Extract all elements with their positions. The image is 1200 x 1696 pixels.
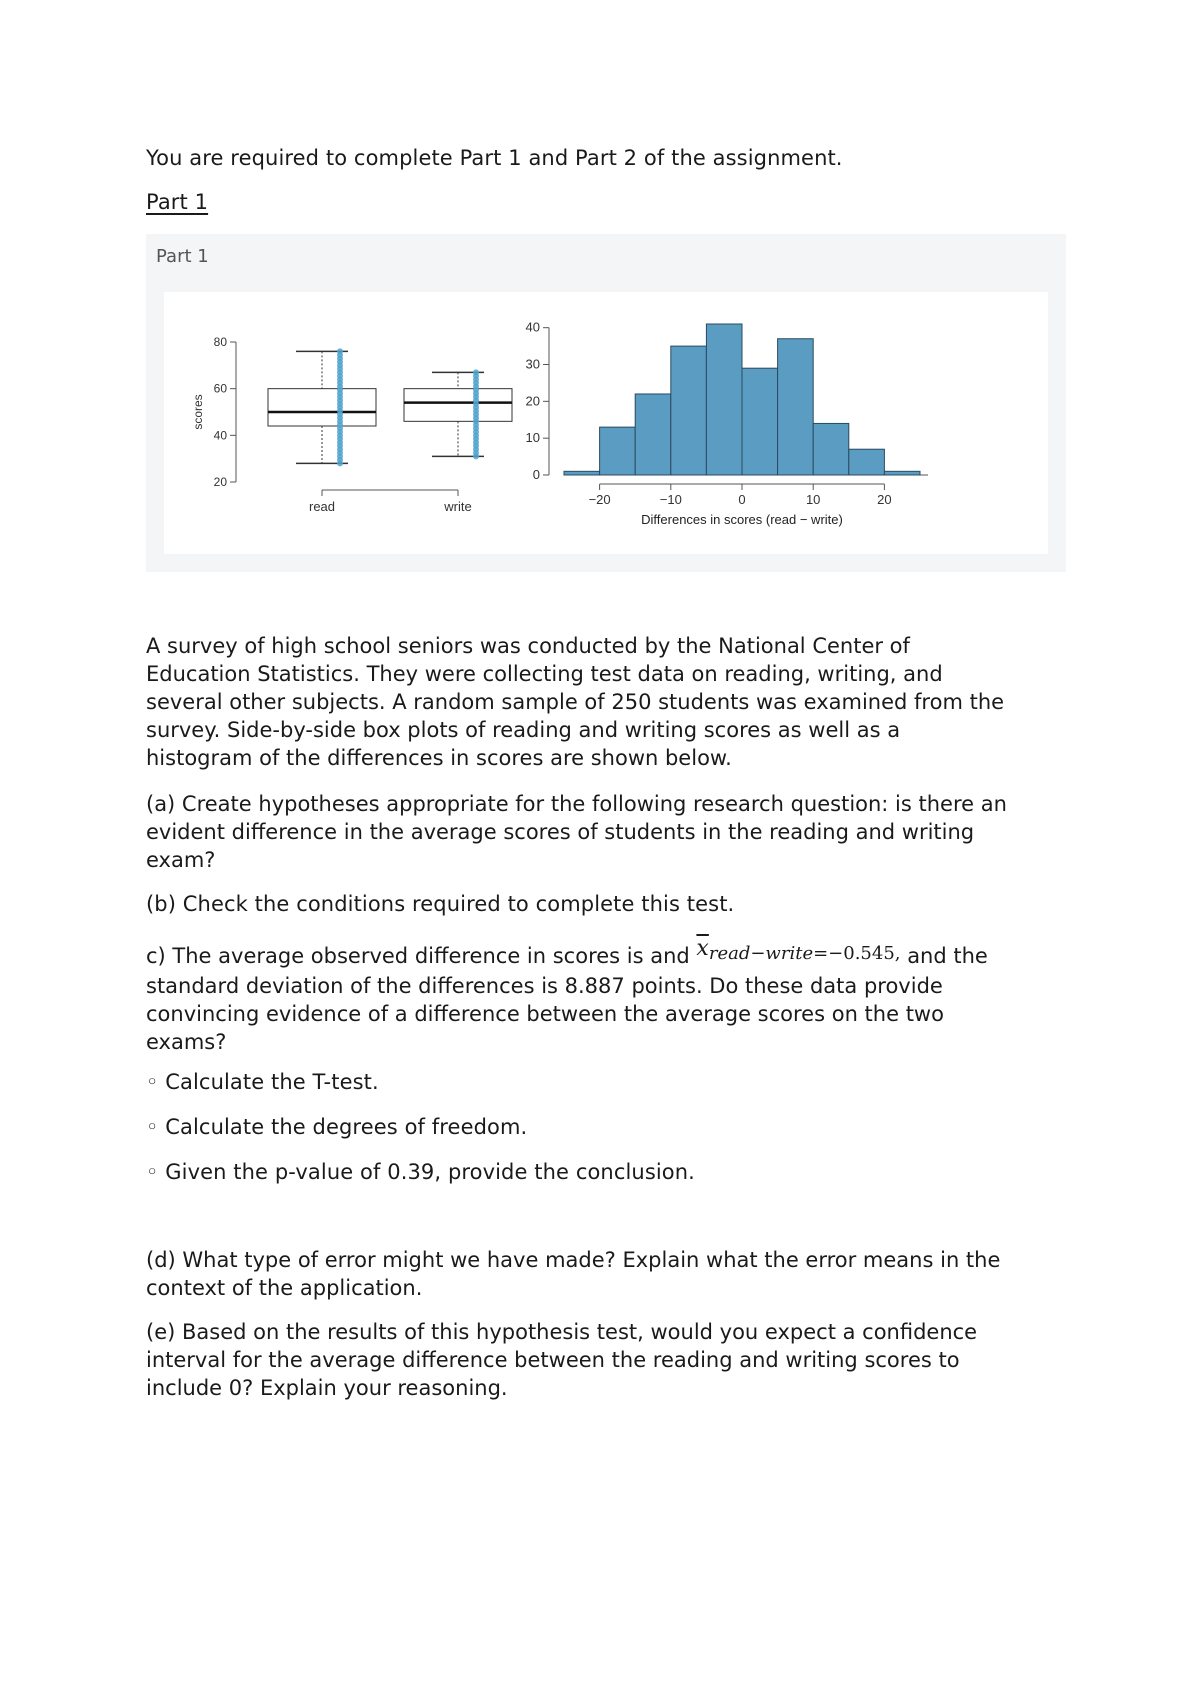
- description-line: several other subjects. A random sample of 250 students was examined from the: [146, 690, 1005, 714]
- question-a-line: (a) Create hypotheses appropriate for the following research question: is there an: [146, 792, 1007, 816]
- histogram-y-tick-label: 10: [525, 430, 540, 446]
- question-e-line: interval for the average difference between the reading and writing scores to: [146, 1348, 960, 1372]
- boxplot-x-label: read: [308, 499, 336, 514]
- question-a-line: evident difference in the average scores of students in the reading and writing: [146, 820, 975, 844]
- histogram-bar: [600, 427, 636, 475]
- histogram-x-tick-label: 10: [805, 492, 821, 507]
- histogram-bar: [706, 324, 742, 475]
- question-e: [146, 1318, 1066, 1402]
- histogram-y-tick-label: 20: [525, 393, 540, 409]
- histogram-bar: [742, 368, 778, 475]
- boxplot-y-label: scores: [191, 394, 205, 430]
- histogram-bar: [671, 346, 707, 475]
- description-line: histogram of the differences in scores are shown below.: [146, 746, 732, 770]
- boxplot-y-tick-label: 60: [213, 381, 227, 396]
- math-value: =−0.545,: [813, 943, 901, 964]
- histogram-y-tick-label: 0: [532, 467, 540, 482]
- panel-title: Part 1: [156, 246, 209, 267]
- question-c-text: c) The average observed difference in scores is and: [146, 944, 697, 968]
- histogram-bar: [813, 423, 849, 475]
- figure: [164, 292, 1048, 554]
- bullet-item: ◦ Calculate the T-test.: [146, 1070, 379, 1094]
- boxplot-y-tick-label: 80: [213, 335, 227, 349]
- histogram-x-tick-label: 0: [738, 492, 746, 507]
- question-d-line: (d) What type of error might we have made? Explain what the error means in the: [146, 1248, 1001, 1272]
- histogram-bar: [849, 449, 885, 475]
- histogram-y-tick-label: 40: [525, 319, 540, 335]
- data-point: [337, 348, 343, 354]
- question-d-line: context of the application.: [146, 1276, 423, 1300]
- question-a-line: exam?: [146, 848, 216, 872]
- question-c-line: convincing evidence of a difference between the average scores on the two: [146, 1002, 944, 1026]
- histogram-bar: [564, 471, 600, 475]
- figure-svg: [164, 292, 1048, 554]
- question-c-first-line: [146, 936, 1066, 972]
- histogram-chart: [526, 320, 928, 527]
- math-xbar: $\overline{x}$: [696, 936, 709, 961]
- histogram-x-tick-label: −10: [659, 492, 682, 507]
- description-paragraph: [146, 632, 1066, 772]
- box-write: [404, 389, 512, 422]
- histogram-x-tick-label: 20: [877, 492, 892, 507]
- boxplot-chart: [191, 335, 512, 514]
- description-line: Education Statistics. They were collecting test data on reading, writing, and: [146, 662, 943, 686]
- bullet-item: ◦ Calculate the degrees of freedom.: [146, 1115, 528, 1139]
- question-e-line: (e) Based on the results of this hypothesis test, would you expect a confidence: [146, 1320, 978, 1344]
- boxplot-y-tick-label: 40: [213, 428, 227, 443]
- histogram-bar: [635, 394, 671, 475]
- box-read: [268, 389, 376, 426]
- question-d: [146, 1246, 1066, 1302]
- question-e-line: include 0? Explain your reasoning.: [146, 1376, 508, 1400]
- histogram-y-tick-label: 30: [525, 356, 540, 372]
- question-c-line: exams?: [146, 1030, 227, 1054]
- boxplot-x-label: write: [444, 499, 472, 514]
- question-a: [146, 790, 1066, 874]
- figure-panel: [146, 234, 1066, 572]
- boxplot-y-tick-label: 20: [213, 475, 227, 489]
- math-expression: [696, 936, 901, 968]
- data-point: [473, 369, 479, 375]
- question-c-text-after: and the: [900, 944, 988, 968]
- histogram-x-label: Differences in scores (read − write): [641, 512, 843, 527]
- histogram-bar: [884, 471, 920, 475]
- question-b: (b) Check the conditions required to complete this test.: [146, 892, 735, 916]
- histogram-bar: [778, 339, 814, 475]
- description-line: A survey of high school seniors was conducted by the National Center of: [146, 634, 910, 658]
- math-subscript: read−write: [708, 943, 814, 964]
- histogram-x-tick-label: −20: [588, 492, 611, 507]
- intro-text: You are required to complete Part 1 and Part 2 of the assignment.: [146, 146, 843, 170]
- bullet-item: ◦ Given the p-value of 0.39, provide the conclusion.: [146, 1160, 695, 1184]
- question-c-line: standard deviation of the differences is 8.887 points. Do these data provide: [146, 974, 943, 998]
- part-heading: Part 1: [146, 190, 209, 214]
- description-line: survey. Side-by-side box plots of reading and writing scores as well as a: [146, 718, 901, 742]
- question-c: [146, 936, 1066, 1056]
